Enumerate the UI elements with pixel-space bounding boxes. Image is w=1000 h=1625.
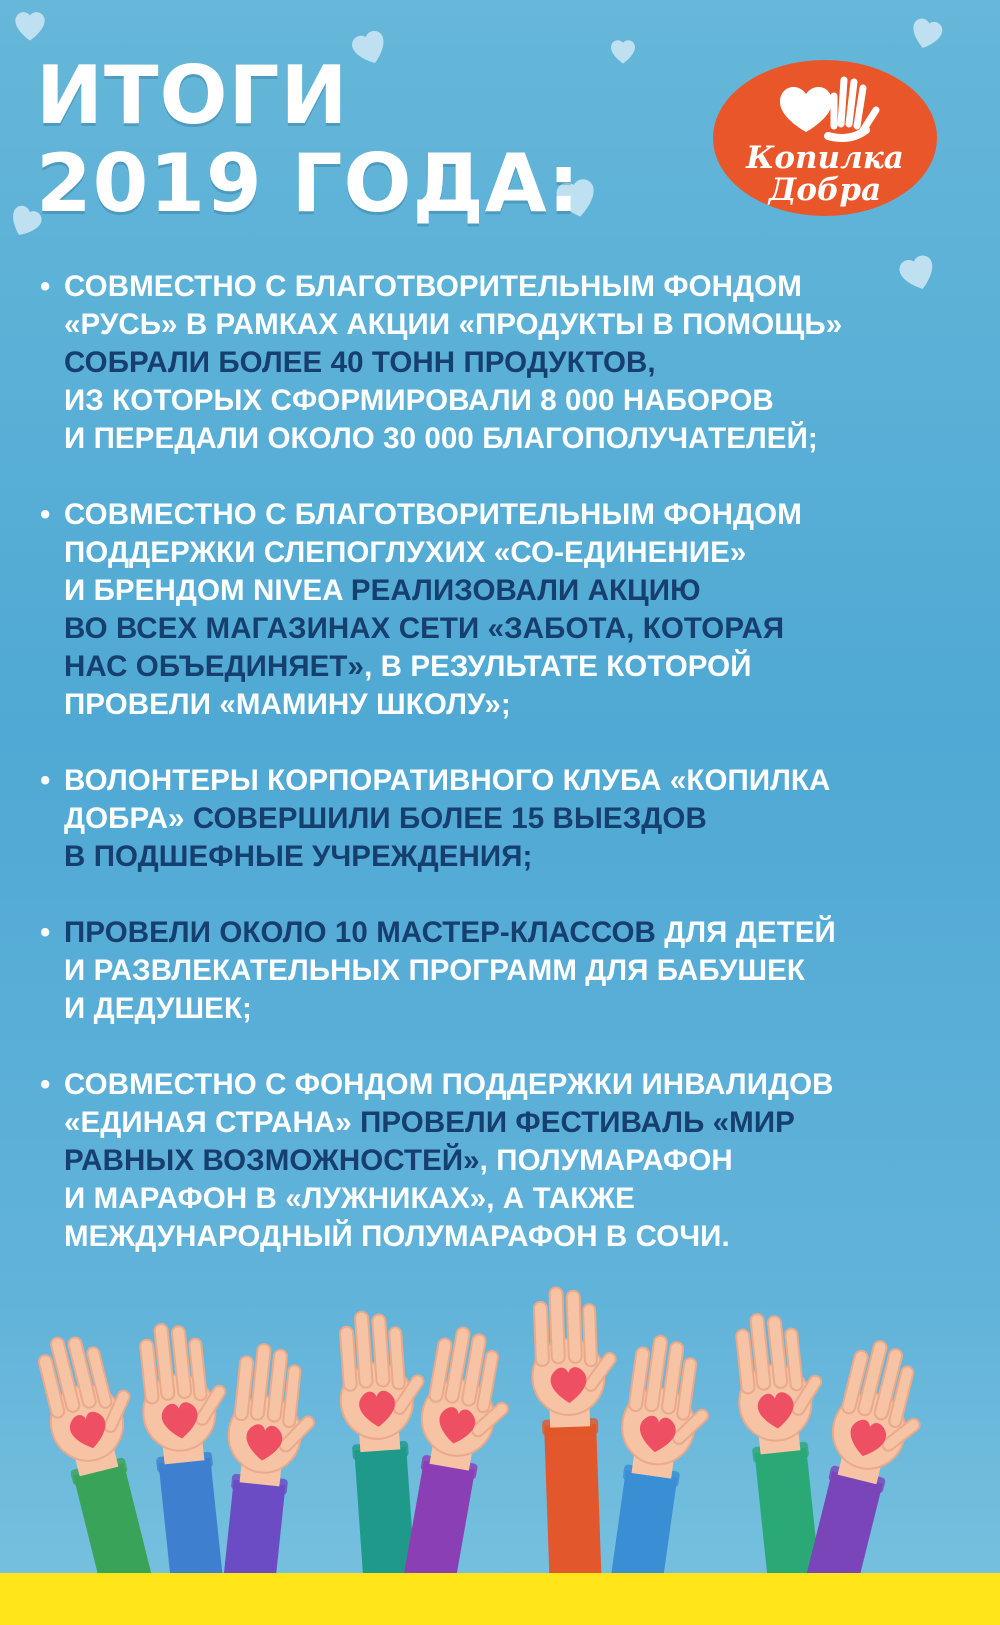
body-text: СОВМЕСТНО С БЛАГОТВОРИТЕЛЬНЫМ ФОНДОМ: [64, 498, 802, 531]
result-item: [40, 762, 975, 876]
result-item: [40, 914, 975, 1028]
body-text: СОВМЕСТНО С БЛАГОТВОРИТЕЛЬНЫМ ФОНДОМ: [64, 270, 802, 303]
results-list: [40, 268, 975, 1256]
heart-icon: [905, 10, 949, 54]
body-text: ПОДДЕРЖКИ СЛЕПОГЛУХИХ «СО-ЕДИНЕНИЕ»: [64, 536, 747, 569]
body-text: И МАРАФОН В «ЛУЖНИКАХ», А ТАКЖЕ: [64, 1182, 635, 1215]
result-item: [40, 496, 975, 724]
highlight-text: ПРОВЕЛИ ФЕСТИВАЛЬ «МИР: [360, 1106, 795, 1139]
result-item: [40, 268, 975, 458]
highlight-text: НАС ОБЪЕДИНЯЕТ»: [64, 650, 365, 683]
body-text: МЕЖДУНАРОДНЫЙ ПОЛУМАРАФОН В СОЧИ.: [64, 1220, 730, 1253]
highlight-text: В ПОДШЕФНЫЕ УЧРЕЖДЕНИЯ;: [64, 840, 533, 873]
body-text: И ПЕРЕДАЛИ ОКОЛО 30 000 БЛАГОПОЛУЧАТЕЛЕЙ;: [64, 422, 818, 455]
raised-hand: [203, 1341, 324, 1573]
body-text: ПРОВЕЛИ «МАМИНУ ШКОЛУ»;: [64, 688, 511, 721]
highlight-text: СОБРАЛИ БОЛЕЕ 40 ТОНН ПРОДУКТОВ,: [64, 346, 656, 379]
body-text: ДОБРА»: [64, 802, 193, 835]
logo-line-1: Копилка: [746, 140, 904, 176]
result-item: [40, 1066, 975, 1256]
body-text: ДЛЯ ДЕТЕЙ: [655, 916, 836, 949]
body-text: И БРЕНДОМ NIVEA: [64, 574, 351, 607]
yellow-footer-band: [0, 1573, 1000, 1625]
highlight-text: РАВНЫХ ВОЗМОЖНОСТЕЙ»: [64, 1144, 480, 1177]
body-text: СОВМЕСТНО С ФОНДОМ ПОДДЕРЖКИ ИНВАЛИДОВ: [64, 1068, 834, 1101]
raised-hand: [529, 1285, 627, 1573]
body-text: И ДЕДУШЕК;: [64, 992, 252, 1025]
raised-hands-illustration: [0, 1285, 1000, 1573]
heart-icon: [8, 2, 52, 46]
kopilka-dobra-logo: [710, 50, 940, 218]
page-title: [36, 49, 581, 230]
title-line-1: ИТОГИ: [36, 49, 349, 142]
highlight-text: РЕАЛИЗОВАЛИ АКЦИЮ: [350, 574, 701, 607]
highlight-text: СОВЕРШИЛИ БОЛЕЕ 15 ВЫЕЗДОВ: [192, 802, 707, 835]
body-text: , ПОЛУМАРАФОН: [479, 1144, 733, 1177]
body-text: «ЕДИНАЯ СТРАНА»: [64, 1106, 361, 1139]
highlight-text: ВО ВСЕХ МАГАЗИНАХ СЕТИ «ЗАБОТА, КОТОРАЯ: [64, 612, 785, 645]
body-text: И РАЗВЛЕКАТЕЛЬНЫХ ПРОГРАММ ДЛЯ БАБУШЕК: [64, 954, 806, 987]
body-text: ВОЛОНТЕРЫ КОРПОРАТИВНОГО КЛУБА «КОПИЛКА: [64, 764, 831, 797]
heart-icon: [605, 32, 641, 68]
body-text: «РУСЬ» В РАМКАХ АКЦИИ «ПРОДУКТЫ В ПОМОЩЬ»: [64, 308, 843, 341]
body-text: ИЗ КОТОРЫХ СФОРМИРОВАЛИ 8 000 НАБОРОВ: [64, 384, 774, 417]
logo-line-2: Добра: [768, 172, 882, 208]
highlight-text: ПРОВЕЛИ ОКОЛО 10 МАСТЕР-КЛАССОВ: [64, 916, 656, 949]
body-text: , В РЕЗУЛЬТАТЕ КОТОРОЙ: [364, 650, 752, 683]
title-line-2: 2019 ГОДА:: [36, 137, 581, 230]
